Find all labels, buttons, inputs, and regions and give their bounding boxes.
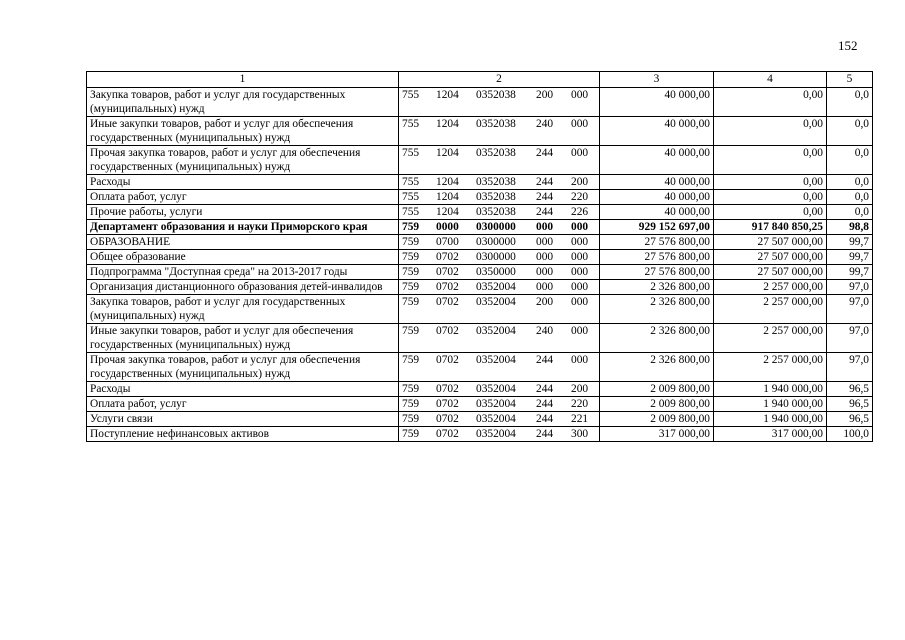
code-1: 759 xyxy=(402,221,420,233)
code-2: 0702 xyxy=(436,281,459,293)
code-4: 244 xyxy=(536,176,554,188)
value-plan: 40 000,00 xyxy=(600,117,714,146)
code-4: 000 xyxy=(536,251,554,263)
code-2: 0702 xyxy=(436,325,459,337)
row-name: Департамент образования и науки Приморского края xyxy=(87,220,399,235)
row-name: Расходы xyxy=(87,382,399,397)
code-3: 0352004 xyxy=(476,354,516,366)
code-3: 0352004 xyxy=(476,325,516,337)
row-codes xyxy=(399,324,600,353)
code-5: 000 xyxy=(571,221,589,233)
table-row xyxy=(87,265,873,280)
code-4: 000 xyxy=(536,281,554,293)
code-4: 244 xyxy=(536,147,554,159)
code-4: 000 xyxy=(536,221,554,233)
code-4: 244 xyxy=(536,383,554,395)
code-4: 244 xyxy=(536,206,554,218)
value-actual: 2 257 000,00 xyxy=(714,295,827,324)
code-5: 000 xyxy=(571,266,589,278)
code-3: 0352038 xyxy=(476,147,516,159)
value-actual: 317 000,00 xyxy=(714,427,827,442)
code-5: 226 xyxy=(571,206,589,218)
row-name: Оплата работ, услуг xyxy=(87,397,399,412)
column-number-4: 4 xyxy=(714,72,827,88)
code-3: 0352004 xyxy=(476,281,516,293)
row-codes xyxy=(399,265,600,280)
code-4: 000 xyxy=(536,236,554,248)
value-plan: 27 576 800,00 xyxy=(600,265,714,280)
row-codes xyxy=(399,205,600,220)
code-2: 0702 xyxy=(436,413,459,425)
code-5: 200 xyxy=(571,176,589,188)
row-codes xyxy=(399,353,600,382)
row-codes xyxy=(399,412,600,427)
code-2: 0702 xyxy=(436,251,459,263)
column-number-2: 2 xyxy=(399,72,600,88)
table-row xyxy=(87,382,873,397)
row-name: Организация дистанционного образования детей-инвалидов xyxy=(87,280,399,295)
row-name: Закупка товаров, работ и услуг для государственных (муниципальных) нужд xyxy=(87,88,399,117)
table-row xyxy=(87,117,873,146)
row-name: Прочая закупка товаров, работ и услуг для обеспечения государственных (муниципальных) нужд xyxy=(87,146,399,175)
value-actual: 2 257 000,00 xyxy=(714,353,827,382)
value-plan: 2 009 800,00 xyxy=(600,412,714,427)
value-percent: 97,0 xyxy=(827,324,873,353)
code-5: 000 xyxy=(571,147,589,159)
row-name: Прочая закупка товаров, работ и услуг для обеспечения государственных (муниципальных) нужд xyxy=(87,353,399,382)
code-2: 0702 xyxy=(436,354,459,366)
table-row xyxy=(87,324,873,353)
code-4: 200 xyxy=(536,89,554,101)
value-actual: 0,00 xyxy=(714,146,827,175)
value-percent: 99,7 xyxy=(827,250,873,265)
value-plan: 27 576 800,00 xyxy=(600,250,714,265)
code-2: 1204 xyxy=(436,176,459,188)
code-4: 244 xyxy=(536,428,554,440)
row-name: Расходы xyxy=(87,175,399,190)
column-number-row xyxy=(87,72,873,88)
code-5: 221 xyxy=(571,413,589,425)
value-actual: 917 840 850,25 xyxy=(714,220,827,235)
table-row xyxy=(87,397,873,412)
row-codes xyxy=(399,146,600,175)
code-3: 0352004 xyxy=(476,296,516,308)
code-1: 759 xyxy=(402,281,420,293)
code-4: 200 xyxy=(536,296,554,308)
code-1: 759 xyxy=(402,251,420,263)
row-name: Поступление нефинансовых активов xyxy=(87,427,399,442)
table-row xyxy=(87,235,873,250)
value-actual: 27 507 000,00 xyxy=(714,265,827,280)
code-2: 0000 xyxy=(436,221,459,233)
value-percent: 97,0 xyxy=(827,295,873,324)
code-4: 240 xyxy=(536,325,554,337)
row-codes xyxy=(399,280,600,295)
value-actual: 0,00 xyxy=(714,175,827,190)
value-percent: 99,7 xyxy=(827,265,873,280)
code-4: 244 xyxy=(536,354,554,366)
code-3: 0352038 xyxy=(476,191,516,203)
code-1: 759 xyxy=(402,325,420,337)
column-number-5: 5 xyxy=(827,72,873,88)
budget-table xyxy=(86,71,873,442)
row-name: Прочие работы, услуги xyxy=(87,205,399,220)
table-body xyxy=(87,72,873,442)
code-2: 0702 xyxy=(436,383,459,395)
value-actual: 0,00 xyxy=(714,117,827,146)
code-3: 0300000 xyxy=(476,236,516,248)
code-5: 000 xyxy=(571,354,589,366)
value-actual: 0,00 xyxy=(714,190,827,205)
row-codes xyxy=(399,427,600,442)
code-5: 220 xyxy=(571,398,589,410)
value-percent: 0,0 xyxy=(827,146,873,175)
value-percent: 0,0 xyxy=(827,205,873,220)
value-plan: 2 009 800,00 xyxy=(600,382,714,397)
code-1: 759 xyxy=(402,354,420,366)
value-actual: 1 940 000,00 xyxy=(714,397,827,412)
table-row xyxy=(87,220,873,235)
row-codes xyxy=(399,175,600,190)
value-percent: 96,5 xyxy=(827,382,873,397)
code-5: 000 xyxy=(571,296,589,308)
code-3: 0352004 xyxy=(476,398,516,410)
table-row xyxy=(87,190,873,205)
code-3: 0352038 xyxy=(476,89,516,101)
value-actual: 27 507 000,00 xyxy=(714,250,827,265)
row-codes xyxy=(399,117,600,146)
row-codes xyxy=(399,382,600,397)
code-2: 1204 xyxy=(436,191,459,203)
code-3: 0352004 xyxy=(476,383,516,395)
code-5: 000 xyxy=(571,89,589,101)
value-plan: 317 000,00 xyxy=(600,427,714,442)
value-plan: 929 152 697,00 xyxy=(600,220,714,235)
column-number-3: 3 xyxy=(600,72,714,88)
value-percent: 97,0 xyxy=(827,280,873,295)
code-2: 1204 xyxy=(436,118,459,130)
row-name: Услуги связи xyxy=(87,412,399,427)
value-plan: 40 000,00 xyxy=(600,175,714,190)
value-plan: 40 000,00 xyxy=(600,205,714,220)
code-1: 759 xyxy=(402,236,420,248)
code-1: 755 xyxy=(402,191,420,203)
code-2: 0700 xyxy=(436,236,459,248)
code-1: 755 xyxy=(402,147,420,159)
code-1: 759 xyxy=(402,413,420,425)
value-percent: 0,0 xyxy=(827,88,873,117)
row-name: Иные закупки товаров, работ и услуг для обеспечения государственных (муниципальных) нужд xyxy=(87,324,399,353)
code-1: 759 xyxy=(402,383,420,395)
value-plan: 2 326 800,00 xyxy=(600,295,714,324)
code-3: 0300000 xyxy=(476,221,516,233)
value-plan: 2 326 800,00 xyxy=(600,353,714,382)
row-codes xyxy=(399,88,600,117)
row-codes xyxy=(399,295,600,324)
code-4: 244 xyxy=(536,398,554,410)
code-3: 0352038 xyxy=(476,206,516,218)
value-plan: 40 000,00 xyxy=(600,146,714,175)
value-actual: 0,00 xyxy=(714,88,827,117)
value-percent: 96,5 xyxy=(827,412,873,427)
table-row xyxy=(87,353,873,382)
code-4: 240 xyxy=(536,118,554,130)
table-row xyxy=(87,427,873,442)
code-5: 300 xyxy=(571,428,589,440)
value-plan: 2 326 800,00 xyxy=(600,324,714,353)
code-1: 759 xyxy=(402,296,420,308)
code-1: 755 xyxy=(402,176,420,188)
value-percent: 99,7 xyxy=(827,235,873,250)
value-plan: 40 000,00 xyxy=(600,190,714,205)
code-2: 0702 xyxy=(436,296,459,308)
row-codes xyxy=(399,190,600,205)
row-name: Оплата работ, услуг xyxy=(87,190,399,205)
table-row xyxy=(87,146,873,175)
value-actual: 0,00 xyxy=(714,205,827,220)
code-2: 1204 xyxy=(436,206,459,218)
code-1: 755 xyxy=(402,206,420,218)
code-1: 759 xyxy=(402,266,420,278)
code-1: 759 xyxy=(402,398,420,410)
code-3: 0300000 xyxy=(476,251,516,263)
row-name: Закупка товаров, работ и услуг для государственных (муниципальных) нужд xyxy=(87,295,399,324)
code-4: 244 xyxy=(536,191,554,203)
value-percent: 97,0 xyxy=(827,353,873,382)
code-2: 0702 xyxy=(436,428,459,440)
value-percent: 96,5 xyxy=(827,397,873,412)
page-number: 152 xyxy=(838,38,858,53)
code-5: 000 xyxy=(571,236,589,248)
code-3: 0352038 xyxy=(476,118,516,130)
code-5: 200 xyxy=(571,383,589,395)
table-row xyxy=(87,88,873,117)
code-1: 759 xyxy=(402,428,420,440)
table-row xyxy=(87,205,873,220)
value-actual: 1 940 000,00 xyxy=(714,412,827,427)
table-row xyxy=(87,295,873,324)
code-5: 000 xyxy=(571,281,589,293)
code-5: 000 xyxy=(571,325,589,337)
row-codes xyxy=(399,235,600,250)
value-percent: 98,8 xyxy=(827,220,873,235)
value-actual: 2 257 000,00 xyxy=(714,280,827,295)
value-percent: 100,0 xyxy=(827,427,873,442)
code-3: 0350000 xyxy=(476,266,516,278)
value-actual: 1 940 000,00 xyxy=(714,382,827,397)
code-2: 0702 xyxy=(436,398,459,410)
code-1: 755 xyxy=(402,89,420,101)
code-4: 244 xyxy=(536,413,554,425)
code-5: 220 xyxy=(571,191,589,203)
code-5: 000 xyxy=(571,251,589,263)
table-row xyxy=(87,412,873,427)
code-1: 755 xyxy=(402,118,420,130)
code-2: 1204 xyxy=(436,147,459,159)
value-percent: 0,0 xyxy=(827,175,873,190)
row-codes xyxy=(399,220,600,235)
row-name: Иные закупки товаров, работ и услуг для обеспечения государственных (муниципальных) нужд xyxy=(87,117,399,146)
value-actual: 27 507 000,00 xyxy=(714,235,827,250)
table-row xyxy=(87,280,873,295)
code-3: 0352004 xyxy=(476,413,516,425)
value-percent: 0,0 xyxy=(827,117,873,146)
value-plan: 27 576 800,00 xyxy=(600,235,714,250)
table-row xyxy=(87,250,873,265)
code-2: 0702 xyxy=(436,266,459,278)
row-codes xyxy=(399,250,600,265)
value-plan: 2 326 800,00 xyxy=(600,280,714,295)
value-plan: 40 000,00 xyxy=(600,88,714,117)
value-percent: 0,0 xyxy=(827,190,873,205)
value-plan: 2 009 800,00 xyxy=(600,397,714,412)
value-actual: 2 257 000,00 xyxy=(714,324,827,353)
row-name: Общее образование xyxy=(87,250,399,265)
code-4: 000 xyxy=(536,266,554,278)
code-3: 0352038 xyxy=(476,176,516,188)
row-name: ОБРАЗОВАНИЕ xyxy=(87,235,399,250)
row-name: Подпрограмма "Доступная среда" на 2013-2017 годы xyxy=(87,265,399,280)
column-number-1: 1 xyxy=(87,72,399,88)
row-codes xyxy=(399,397,600,412)
code-2: 1204 xyxy=(436,89,459,101)
table-row xyxy=(87,175,873,190)
code-5: 000 xyxy=(571,118,589,130)
code-3: 0352004 xyxy=(476,428,516,440)
